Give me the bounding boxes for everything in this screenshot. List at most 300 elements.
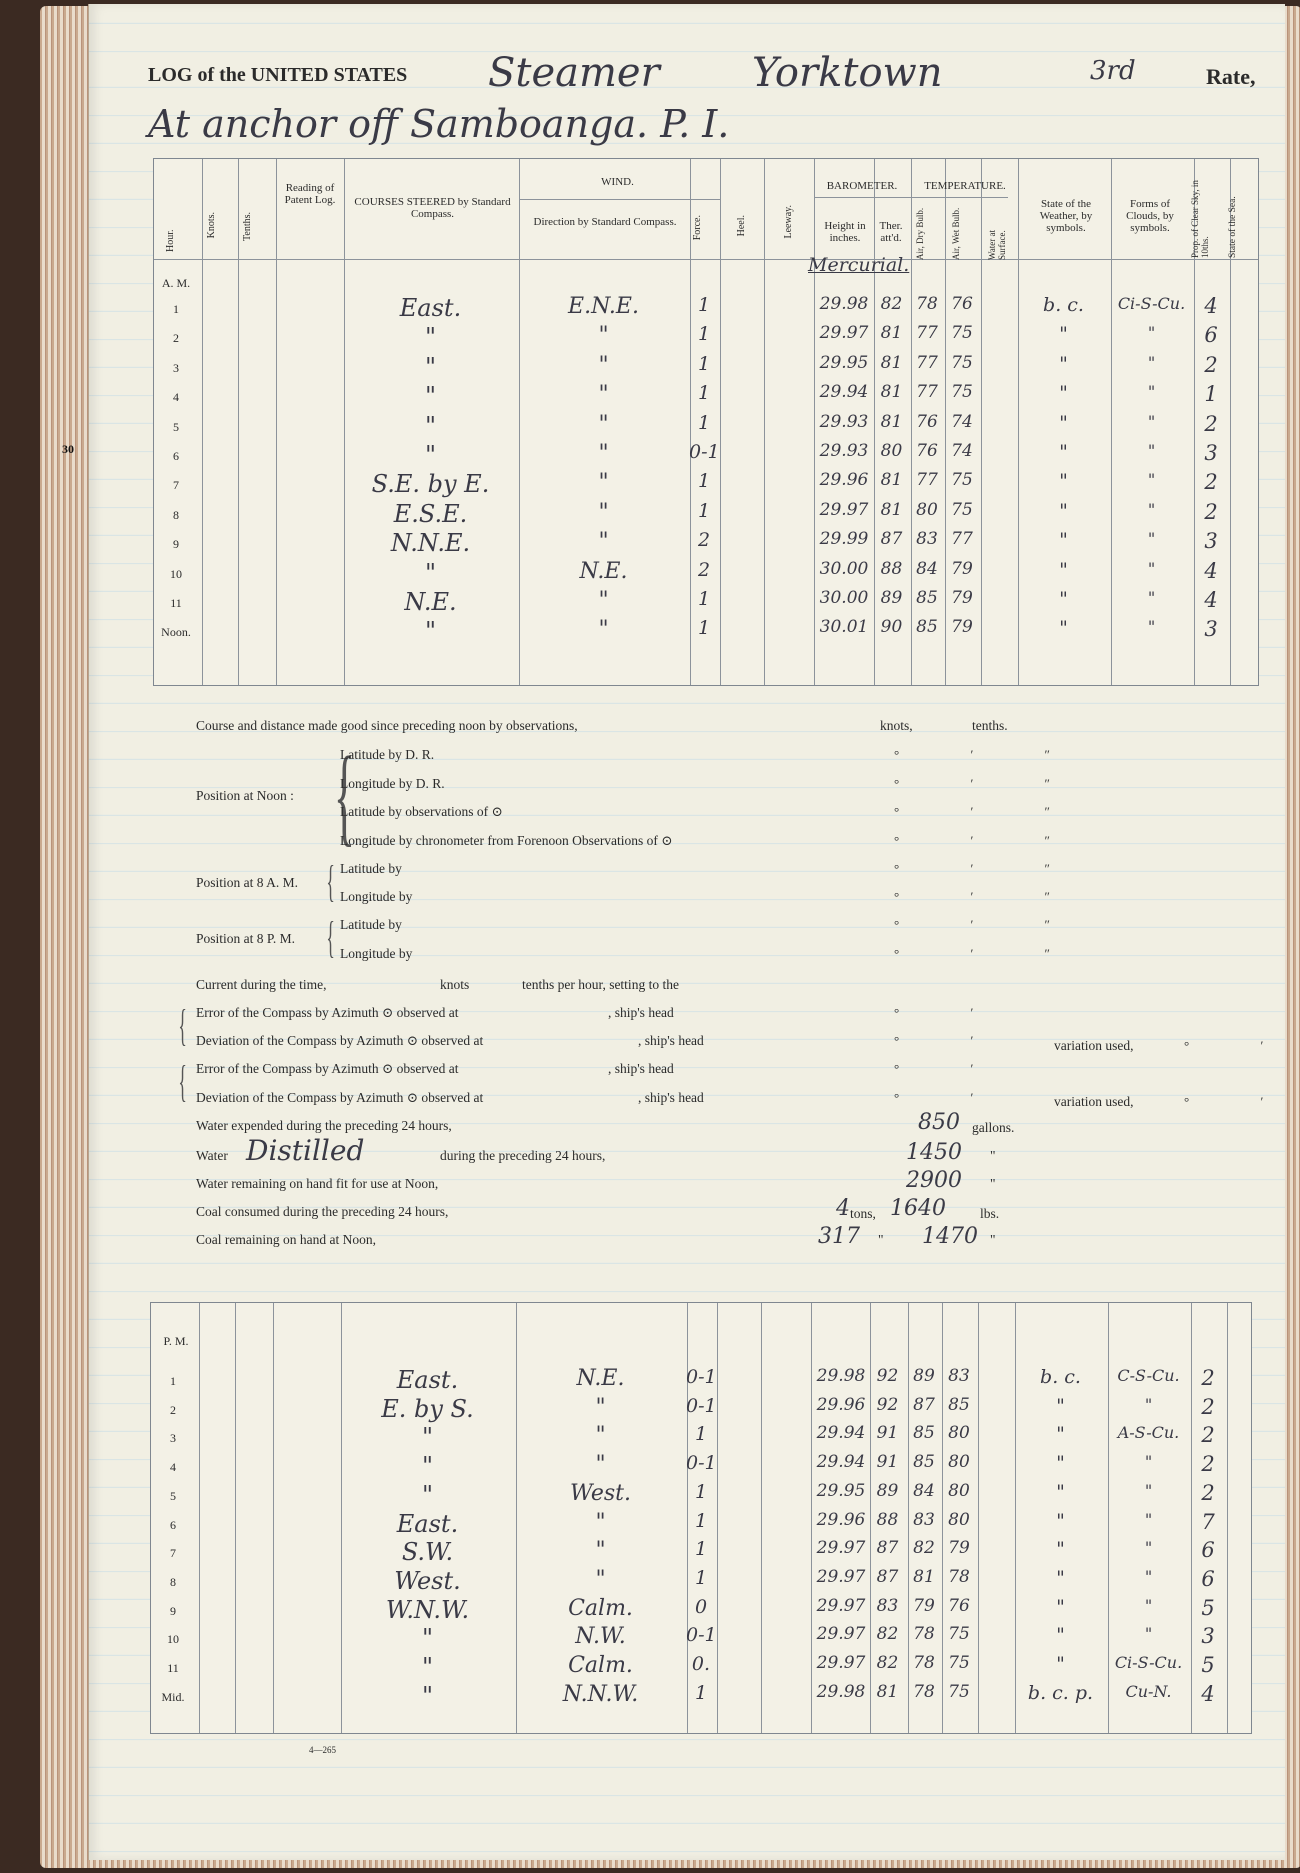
vessel-type: Steamer xyxy=(488,50,660,96)
cell-weather: " xyxy=(1056,1566,1065,1589)
cell-clouds: Ci-S-Cu. xyxy=(1114,1653,1183,1672)
cell-weather: b. c. xyxy=(1040,1366,1081,1388)
cell-clear: 4 xyxy=(1204,558,1218,583)
cell-weather: " xyxy=(1059,382,1068,405)
cell-course: W.N.W. xyxy=(385,1595,470,1624)
column-rule xyxy=(978,1303,979,1733)
cell-clouds: " xyxy=(1144,1624,1153,1644)
cell-wind: E.N.E. xyxy=(568,294,639,319)
cell-weather: " xyxy=(1056,1653,1065,1675)
cell-height: 29.97 xyxy=(819,323,869,344)
cell-force: 2 xyxy=(697,558,711,581)
column-rule xyxy=(273,1303,274,1733)
deg-dev1: ° ′ xyxy=(894,1033,1008,1048)
cell-force: 0-1 xyxy=(686,1394,717,1417)
col-tenths: Tenths. xyxy=(242,212,253,242)
cell-ther: 81 xyxy=(880,323,903,344)
cell-wet: 80 xyxy=(948,1423,970,1444)
col-heel: Heel. xyxy=(736,215,747,237)
error1-label: Error of the Compass by Azimuth ⊙ observed at xyxy=(196,1005,459,1020)
col-barometer: BAROMETER. xyxy=(826,180,898,192)
cell-height: 29.93 xyxy=(819,411,869,432)
cell-height: 29.97 xyxy=(816,1624,866,1645)
col-wind: WIND. xyxy=(601,176,634,188)
cell-wet: 76 xyxy=(948,1595,970,1616)
deg-lon-8pm: ° ′ ″ xyxy=(894,946,1084,961)
margin-mark: 30 xyxy=(62,442,74,456)
cell-wind: N.N.W. xyxy=(562,1681,639,1707)
cell-wind: " xyxy=(598,617,609,643)
cell-wet: 74 xyxy=(951,411,973,432)
cell-dry: 85 xyxy=(916,617,938,638)
cell-wet: 79 xyxy=(951,588,973,608)
cell-weather: " xyxy=(1059,499,1068,522)
cell-ther: 87 xyxy=(876,1566,899,1587)
dev2-label: Deviation of the Compass by Azimuth ⊙ observed at xyxy=(196,1090,484,1105)
cell-course: " xyxy=(424,323,437,352)
cell-wind: " xyxy=(595,1509,606,1535)
cell-force: 0-1 xyxy=(686,1624,717,1647)
cell-wind: West. xyxy=(570,1480,631,1506)
cell-wet: 75 xyxy=(948,1681,970,1702)
lat-dr-label: Latitude by D. R. xyxy=(340,747,435,762)
cell-wind: N.E. xyxy=(579,558,628,584)
position-8am-label: Position at 8 A. M. xyxy=(196,875,299,890)
row-hour: 7 xyxy=(173,478,179,493)
col-dry-bulb: Air, Dry Bulb. xyxy=(915,207,925,260)
cell-ther: 92 xyxy=(876,1394,899,1415)
cell-ther: 89 xyxy=(880,588,903,608)
cell-clouds: " xyxy=(1147,558,1156,578)
cell-wind: " xyxy=(598,588,609,613)
current-knots-label: knots xyxy=(440,977,470,992)
col-wind-direction: Direction by Standard Compass. xyxy=(533,216,677,228)
gallons-label: gallons. xyxy=(972,1120,1015,1135)
cell-force: 1 xyxy=(694,1538,708,1561)
cell-clear: 3 xyxy=(1204,617,1218,642)
dev1-label: Deviation of the Compass by Azimuth ⊙ observed at xyxy=(196,1033,484,1048)
deg-error1: ° ′ xyxy=(894,1005,1008,1020)
column-rule xyxy=(981,159,982,685)
rate-number: 3rd xyxy=(1090,56,1136,86)
cell-dry: 82 xyxy=(913,1538,935,1559)
cell-wind: " xyxy=(598,499,609,525)
cell-ther: 88 xyxy=(876,1509,899,1530)
cell-wet: 76 xyxy=(951,294,973,314)
cell-height: 29.94 xyxy=(819,382,869,403)
cell-clouds: Cu-N. xyxy=(1125,1681,1172,1701)
cell-force: 1 xyxy=(697,382,711,405)
deg-lat-8am: ° ′ ″ xyxy=(894,861,1084,876)
cell-ther: 87 xyxy=(880,529,903,550)
variation1-label: variation used, xyxy=(1054,1038,1134,1053)
dev2-head: , ship's head xyxy=(638,1090,704,1105)
cell-wind: Calm. xyxy=(568,1595,633,1621)
cell-weather: " xyxy=(1059,558,1068,581)
cell-wind: " xyxy=(598,470,609,496)
cell-clear: 5 xyxy=(1201,1595,1215,1620)
cell-clear: 4 xyxy=(1204,588,1218,612)
cell-height: 29.98 xyxy=(819,294,869,314)
coal-remaining-ditto-2: " xyxy=(990,1232,996,1247)
cell-course: " xyxy=(424,352,437,381)
cell-wet: 75 xyxy=(951,382,973,403)
cell-wind: " xyxy=(598,382,609,408)
cell-weather: " xyxy=(1059,323,1068,346)
cell-force: 1 xyxy=(697,499,711,522)
cell-wind: N.W. xyxy=(575,1624,626,1650)
cell-wet: 77 xyxy=(951,529,973,550)
error2-label: Error of the Compass by Azimuth ⊙ observed at xyxy=(196,1061,459,1076)
course-distance-label: Course and distance made good since preceding noon by observations, xyxy=(196,718,578,733)
cell-course: S.E. by E. xyxy=(371,470,490,499)
cell-weather: " xyxy=(1056,1509,1065,1532)
coal-remaining-label: Coal remaining on hand at Noon, xyxy=(196,1232,376,1247)
cell-clouds: " xyxy=(1147,617,1156,637)
deg-lon-8am: ° ′ ″ xyxy=(894,889,1084,904)
row-hour: 8 xyxy=(170,1574,176,1589)
row-hour: 5 xyxy=(170,1488,176,1503)
am-label: A. M. xyxy=(161,276,191,290)
cell-clear: 5 xyxy=(1201,1653,1215,1677)
deg-lon-dr: ° ′ ″ xyxy=(894,776,1084,791)
cell-clouds: A-S-Cu. xyxy=(1117,1423,1180,1443)
row-hour: 2 xyxy=(170,1402,176,1417)
cell-ther: 87 xyxy=(876,1538,899,1559)
cell-clear: 7 xyxy=(1201,1509,1215,1534)
cell-force: 1 xyxy=(697,470,711,493)
cell-dry: 89 xyxy=(913,1366,935,1386)
cell-ther: 81 xyxy=(880,499,903,520)
cell-course: " xyxy=(421,1480,434,1509)
compass1-brace: { xyxy=(178,1001,187,1050)
deg-error2: ° ′ xyxy=(894,1061,1008,1076)
cell-dry: 77 xyxy=(916,382,938,403)
cell-wet: 74 xyxy=(951,441,973,461)
cell-course: N.E. xyxy=(404,588,457,616)
cell-wind: " xyxy=(595,1452,606,1478)
cell-clouds: " xyxy=(1144,1452,1153,1472)
row-hour: 3 xyxy=(170,1431,176,1446)
row-hour: 1 xyxy=(173,302,179,316)
deg-variation1: ° ′ xyxy=(1184,1038,1298,1053)
cell-clear: 1 xyxy=(1204,382,1218,407)
column-rule xyxy=(761,1303,762,1733)
row-hour: 2 xyxy=(173,331,179,346)
cell-weather: " xyxy=(1059,411,1068,434)
cell-height: 30.01 xyxy=(819,617,869,638)
cell-clear: 6 xyxy=(1201,1538,1215,1563)
cell-wind: " xyxy=(598,352,609,378)
cell-weather: " xyxy=(1059,529,1068,552)
column-rule xyxy=(199,1303,200,1733)
variation2-label: variation used, xyxy=(1054,1094,1134,1109)
cell-dry: 87 xyxy=(913,1394,935,1415)
cell-course: " xyxy=(424,558,437,587)
row-hour: 5 xyxy=(173,419,179,434)
row-hour: 4 xyxy=(173,390,179,405)
row-hour: 9 xyxy=(173,537,179,552)
cell-clear: 2 xyxy=(1204,470,1218,495)
cell-clouds: Ci-S-Cu. xyxy=(1117,294,1186,313)
cell-force: 1 xyxy=(694,1566,708,1589)
coal-consumed-tons: 4 xyxy=(836,1196,850,1221)
cell-course: " xyxy=(424,617,437,646)
cell-dry: 85 xyxy=(916,588,938,608)
compass2-brace: { xyxy=(178,1057,187,1106)
cell-height: 29.96 xyxy=(819,470,869,491)
column-rule xyxy=(202,159,203,685)
cell-clouds: C-S-Cu. xyxy=(1117,1366,1180,1385)
column-rule xyxy=(764,159,765,685)
cell-dry: 77 xyxy=(916,323,938,344)
cell-wet: 80 xyxy=(948,1452,970,1473)
cell-course: " xyxy=(421,1681,434,1710)
cell-weather: " xyxy=(1056,1423,1065,1446)
cell-course: " xyxy=(421,1653,434,1681)
cell-course: " xyxy=(421,1423,434,1452)
form-number: 4—265 xyxy=(309,1745,336,1755)
row-hour: 7 xyxy=(170,1546,176,1561)
deg-lon-chron: ° ′ ″ xyxy=(894,833,1084,848)
cell-course: " xyxy=(421,1624,434,1653)
cell-clear: 2 xyxy=(1201,1452,1215,1477)
cell-wet: 78 xyxy=(948,1566,970,1587)
cell-wet: 75 xyxy=(951,499,973,520)
cell-course: West. xyxy=(394,1566,461,1595)
header-rule xyxy=(814,197,1008,198)
cell-course: " xyxy=(424,382,437,411)
cell-ther: 81 xyxy=(880,352,903,373)
row-hour: 10 xyxy=(167,1632,179,1647)
cell-force: 1 xyxy=(694,1423,708,1446)
cell-force: 2 xyxy=(697,529,711,552)
row-hour: 8 xyxy=(173,507,179,522)
row-hour: Mid. xyxy=(161,1689,185,1704)
cell-ther: 81 xyxy=(880,411,903,432)
cell-course: E.S.E. xyxy=(393,499,468,528)
col-clouds: Forms of Clouds, by symbols. xyxy=(1126,198,1174,234)
cell-clouds: " xyxy=(1147,529,1156,549)
row-hour: 6 xyxy=(170,1517,176,1532)
cell-force: 1 xyxy=(694,1480,708,1503)
noon-brace: { xyxy=(333,734,355,856)
row-hour: 11 xyxy=(167,1661,179,1675)
cell-ther: 81 xyxy=(876,1681,899,1702)
cell-wind: Calm. xyxy=(568,1653,633,1678)
cell-course: N.N.E. xyxy=(390,529,471,558)
cell-height: 29.98 xyxy=(816,1681,866,1702)
cell-ther: 82 xyxy=(876,1624,899,1645)
row-hour: Noon. xyxy=(161,625,191,640)
water-expended-label: Water expended during the preceding 24 hours, xyxy=(196,1118,452,1133)
cell-height: 29.98 xyxy=(816,1366,866,1386)
water-remaining-label: Water remaining on hand fit for use at Noon, xyxy=(196,1176,439,1191)
cell-clouds: " xyxy=(1147,382,1156,402)
cell-wind: N.E. xyxy=(576,1366,625,1391)
cell-weather: " xyxy=(1056,1452,1065,1475)
header-rule xyxy=(519,199,720,200)
cell-dry: 85 xyxy=(913,1452,935,1473)
row-hour: 6 xyxy=(173,449,179,463)
cell-wind: " xyxy=(595,1538,606,1564)
cell-clouds: " xyxy=(1147,588,1156,607)
col-leeway: Leeway. xyxy=(783,205,794,239)
pm8-brace: { xyxy=(326,913,335,962)
water-expended-value: 850 xyxy=(918,1110,960,1135)
cell-clear: 2 xyxy=(1204,411,1218,436)
error2-head: , ship's head xyxy=(608,1061,674,1076)
col-hour: Hour. xyxy=(165,229,176,252)
cell-dry: 77 xyxy=(916,352,938,373)
cell-wet: 79 xyxy=(951,558,973,579)
current-label: Current during the time, xyxy=(196,977,327,992)
cell-force: 1 xyxy=(697,294,711,316)
cell-force: 1 xyxy=(694,1681,708,1704)
column-rule xyxy=(717,1303,718,1733)
water-label: Water xyxy=(196,1148,228,1163)
cell-dry: 83 xyxy=(913,1509,935,1530)
col-sea-state: State of the Sea. xyxy=(1228,196,1238,258)
coal-remaining-tons: 317 xyxy=(818,1224,860,1249)
cell-dry: 78 xyxy=(913,1653,935,1673)
row-hour: 4 xyxy=(170,1460,176,1475)
cell-dry: 79 xyxy=(913,1595,935,1616)
deg-lat-8pm: ° ′ ″ xyxy=(894,917,1084,932)
cell-course: East. xyxy=(396,1509,459,1538)
position-8pm-label: Position at 8 P. M. xyxy=(196,931,296,946)
cell-ther: 90 xyxy=(880,617,903,638)
cell-clouds: " xyxy=(1147,411,1156,431)
cell-force: 1 xyxy=(694,1509,708,1532)
vessel-name: Yorktown xyxy=(752,50,943,96)
cell-force: 1 xyxy=(697,352,711,375)
cell-clouds: " xyxy=(1147,352,1156,372)
cell-height: 29.95 xyxy=(816,1480,866,1501)
cell-dry: 81 xyxy=(913,1566,935,1587)
cell-height: 29.93 xyxy=(819,441,869,461)
cell-ther: 82 xyxy=(876,1653,899,1673)
cell-wet: 83 xyxy=(948,1366,970,1386)
tons-label: tons, xyxy=(850,1206,876,1221)
cell-clear: 2 xyxy=(1204,499,1218,524)
cell-force: 0-1 xyxy=(689,441,720,463)
cell-force: 1 xyxy=(697,617,711,640)
cell-ther: 91 xyxy=(876,1423,899,1444)
cell-weather: " xyxy=(1059,617,1068,640)
col-weather: State of the Weather, by symbols. xyxy=(1039,198,1093,234)
cell-dry: 80 xyxy=(916,499,938,520)
row-hour: 10 xyxy=(170,566,182,581)
water-remaining-ditto: " xyxy=(990,1176,996,1191)
cell-course: " xyxy=(421,1452,434,1481)
cell-clouds: " xyxy=(1144,1394,1153,1414)
column-rule xyxy=(235,1303,236,1733)
deg-variation2: ° ′ xyxy=(1184,1094,1298,1109)
cell-dry: 77 xyxy=(916,470,938,491)
lat-8pm-label: Latitude by xyxy=(340,917,402,932)
cell-weather: b. c. xyxy=(1043,294,1084,316)
cell-clouds: " xyxy=(1147,499,1156,519)
cell-dry: 84 xyxy=(916,558,938,579)
cell-force: 0. xyxy=(691,1653,711,1675)
cell-wet: 79 xyxy=(948,1538,970,1559)
deg-lat-obs: ° ′ ″ xyxy=(894,804,1084,819)
cell-ther: 82 xyxy=(880,294,903,314)
cell-wind: " xyxy=(598,441,609,466)
col-clear-sky: Prop. of Clear Sky, in 10ths. xyxy=(1190,180,1210,258)
lon-8am-label: Longitude by xyxy=(340,889,413,904)
lat-obs-label: Latitude by observations of ⊙ xyxy=(340,804,503,819)
row-hour: 11 xyxy=(170,596,182,610)
cell-force: 0-1 xyxy=(686,1452,717,1475)
cell-course: East. xyxy=(399,294,462,322)
column-rule xyxy=(238,159,239,685)
cell-course: E. by S. xyxy=(381,1394,474,1423)
col-ther: Ther. att'd. xyxy=(879,220,903,244)
cell-height: 29.94 xyxy=(816,1423,866,1444)
cell-clear: 6 xyxy=(1204,323,1218,348)
cell-wind: " xyxy=(598,323,609,349)
cell-clouds: " xyxy=(1147,441,1156,460)
course-knots-label: knots, xyxy=(880,718,913,733)
cell-clear: 4 xyxy=(1204,294,1218,318)
column-rule xyxy=(1227,1303,1228,1733)
cell-height: 29.96 xyxy=(816,1509,866,1530)
deg-lat-dr: ° ′ ″ xyxy=(894,747,1084,762)
cell-course: " xyxy=(424,411,437,440)
cell-dry: 85 xyxy=(913,1423,935,1444)
cell-weather: " xyxy=(1056,1480,1065,1503)
coal-remaining-ditto: " xyxy=(878,1232,884,1247)
cell-clear: 2 xyxy=(1201,1480,1215,1505)
cell-wet: 75 xyxy=(951,323,973,344)
cell-clear: 2 xyxy=(1201,1394,1215,1419)
cell-dry: 78 xyxy=(913,1624,935,1645)
cell-ther: 88 xyxy=(880,558,903,579)
row-hour: 9 xyxy=(170,1603,176,1618)
position-noon-label: Position at Noon : xyxy=(196,788,294,803)
column-rule xyxy=(276,159,277,685)
cell-height: 30.00 xyxy=(819,558,869,579)
dev1-head: , ship's head xyxy=(638,1033,704,1048)
cell-height: 29.99 xyxy=(819,529,869,550)
cell-wind: " xyxy=(595,1394,606,1420)
cell-weather: " xyxy=(1059,352,1068,375)
cell-clear: 2 xyxy=(1204,352,1218,377)
cell-wet: 75 xyxy=(948,1624,970,1645)
cell-height: 29.97 xyxy=(816,1538,866,1559)
cell-wet: 75 xyxy=(951,352,973,373)
lat-8am-label: Latitude by xyxy=(340,861,402,876)
cell-dry: 76 xyxy=(916,411,938,432)
log-title: LOG of the UNITED STATES xyxy=(148,64,408,86)
cell-weather: " xyxy=(1059,470,1068,493)
cell-ther: 92 xyxy=(876,1366,899,1386)
row-hour: 1 xyxy=(170,1374,176,1388)
cell-ther: 83 xyxy=(876,1595,899,1616)
cell-dry: 84 xyxy=(913,1480,935,1501)
course-tenths-label: tenths. xyxy=(972,718,1008,733)
cell-dry: 76 xyxy=(916,441,938,461)
coal-consumed-label: Coal consumed during the preceding 24 hours, xyxy=(196,1204,449,1219)
water-distilled-label: during the preceding 24 hours, xyxy=(440,1148,606,1163)
cell-wet: 75 xyxy=(948,1653,970,1673)
water-distilled-word: Distilled xyxy=(246,1134,365,1167)
col-courses: COURSES STEERED by Standard Compass. xyxy=(354,196,511,220)
cell-course: East. xyxy=(396,1366,459,1394)
am8-brace: { xyxy=(326,857,335,906)
